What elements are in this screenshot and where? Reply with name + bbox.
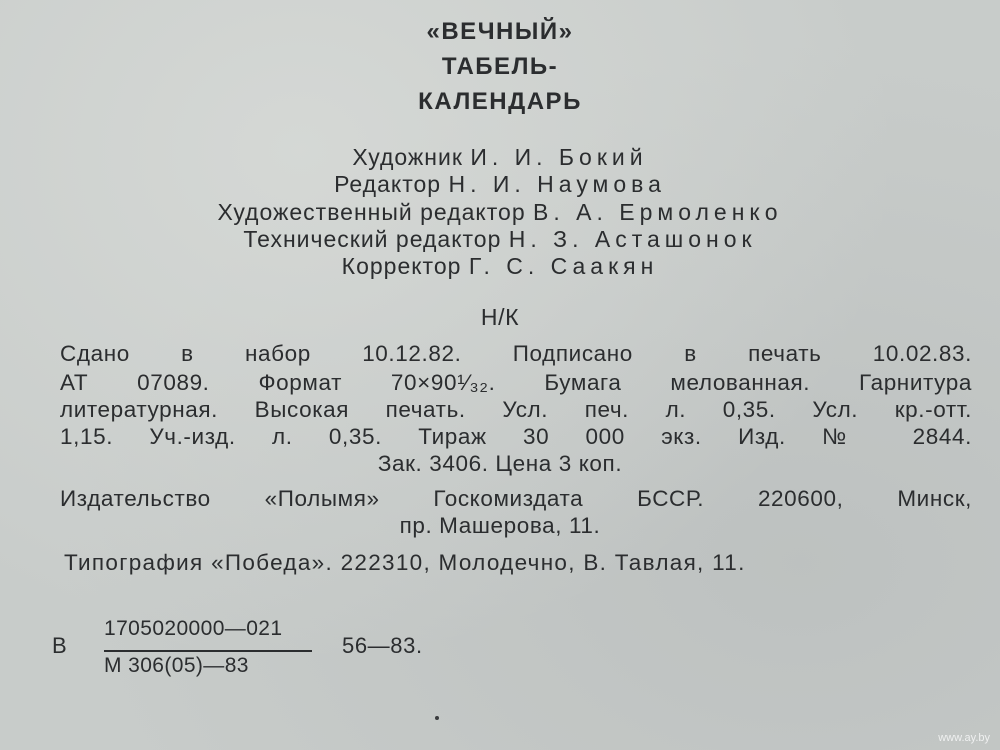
code-nk: Н/К bbox=[480, 304, 520, 330]
watermark: www.ay.by bbox=[938, 732, 990, 744]
imprint-line-2: АТ 07089. Формат 70×90¹⁄₃₂. Бумага мелованная. Гарнитура bbox=[60, 370, 972, 395]
credit-role: Художник bbox=[352, 144, 463, 170]
credit-name: Г. С. Саакян bbox=[468, 253, 659, 279]
credit-name: И. И. Бокий bbox=[470, 144, 648, 170]
credit-name: В. А. Ермоленко bbox=[533, 199, 783, 225]
publisher-line-1: Издательство «Полымя» Госкомиздата БССР. 220600, Минск, bbox=[60, 486, 972, 511]
printer-line: Типография «Победа». 222310, Молодечно, В. Тавлая, 11. bbox=[64, 550, 746, 575]
index-numerator: 1705020000—021 bbox=[104, 617, 283, 640]
credit-art-editor bbox=[0, 201, 1000, 224]
credit-name: Н. И. Наумова bbox=[448, 171, 666, 197]
title-line-2: ТАБЕЛЬ- bbox=[441, 53, 559, 80]
credit-proofreader bbox=[0, 255, 1000, 278]
credit-role: Редактор bbox=[334, 171, 442, 197]
imprint-line-5: Зак. 3406. Цена 3 коп. bbox=[377, 451, 623, 476]
index-suffix: 56—83. bbox=[342, 633, 423, 658]
credit-role: Художественный редактор bbox=[217, 199, 526, 225]
credit-role: Корректор bbox=[341, 253, 462, 279]
credit-role: Технический редактор bbox=[243, 226, 502, 252]
credit-editor bbox=[0, 173, 1000, 196]
imprint-line-3: литературная. Высокая печать. Усл. печ. л. 0,35. Усл. кр.-отт. bbox=[60, 397, 972, 422]
publisher-line-2: пр. Машерова, 11. bbox=[399, 513, 601, 538]
print-speck bbox=[435, 716, 439, 720]
imprint-line-4: 1,15. Уч.-изд. л. 0,35. Тираж 30 000 экз. Изд. № 2844. bbox=[60, 424, 972, 449]
title-line-1: «ВЕЧНЫЙ» bbox=[426, 18, 574, 45]
credit-technical-editor bbox=[0, 228, 1000, 251]
title-line-3: КАЛЕНДАРЬ bbox=[418, 88, 582, 115]
index-letter: В bbox=[52, 633, 68, 658]
imprint-line-1: Сдано в набор 10.12.82. Подписано в печать 10.02.83. bbox=[60, 341, 972, 366]
credit-artist bbox=[0, 146, 1000, 169]
fraction-bar bbox=[104, 650, 312, 652]
credit-name: Н. З. Асташонок bbox=[508, 226, 757, 252]
index-denominator: М 306(05)—83 bbox=[104, 654, 249, 677]
